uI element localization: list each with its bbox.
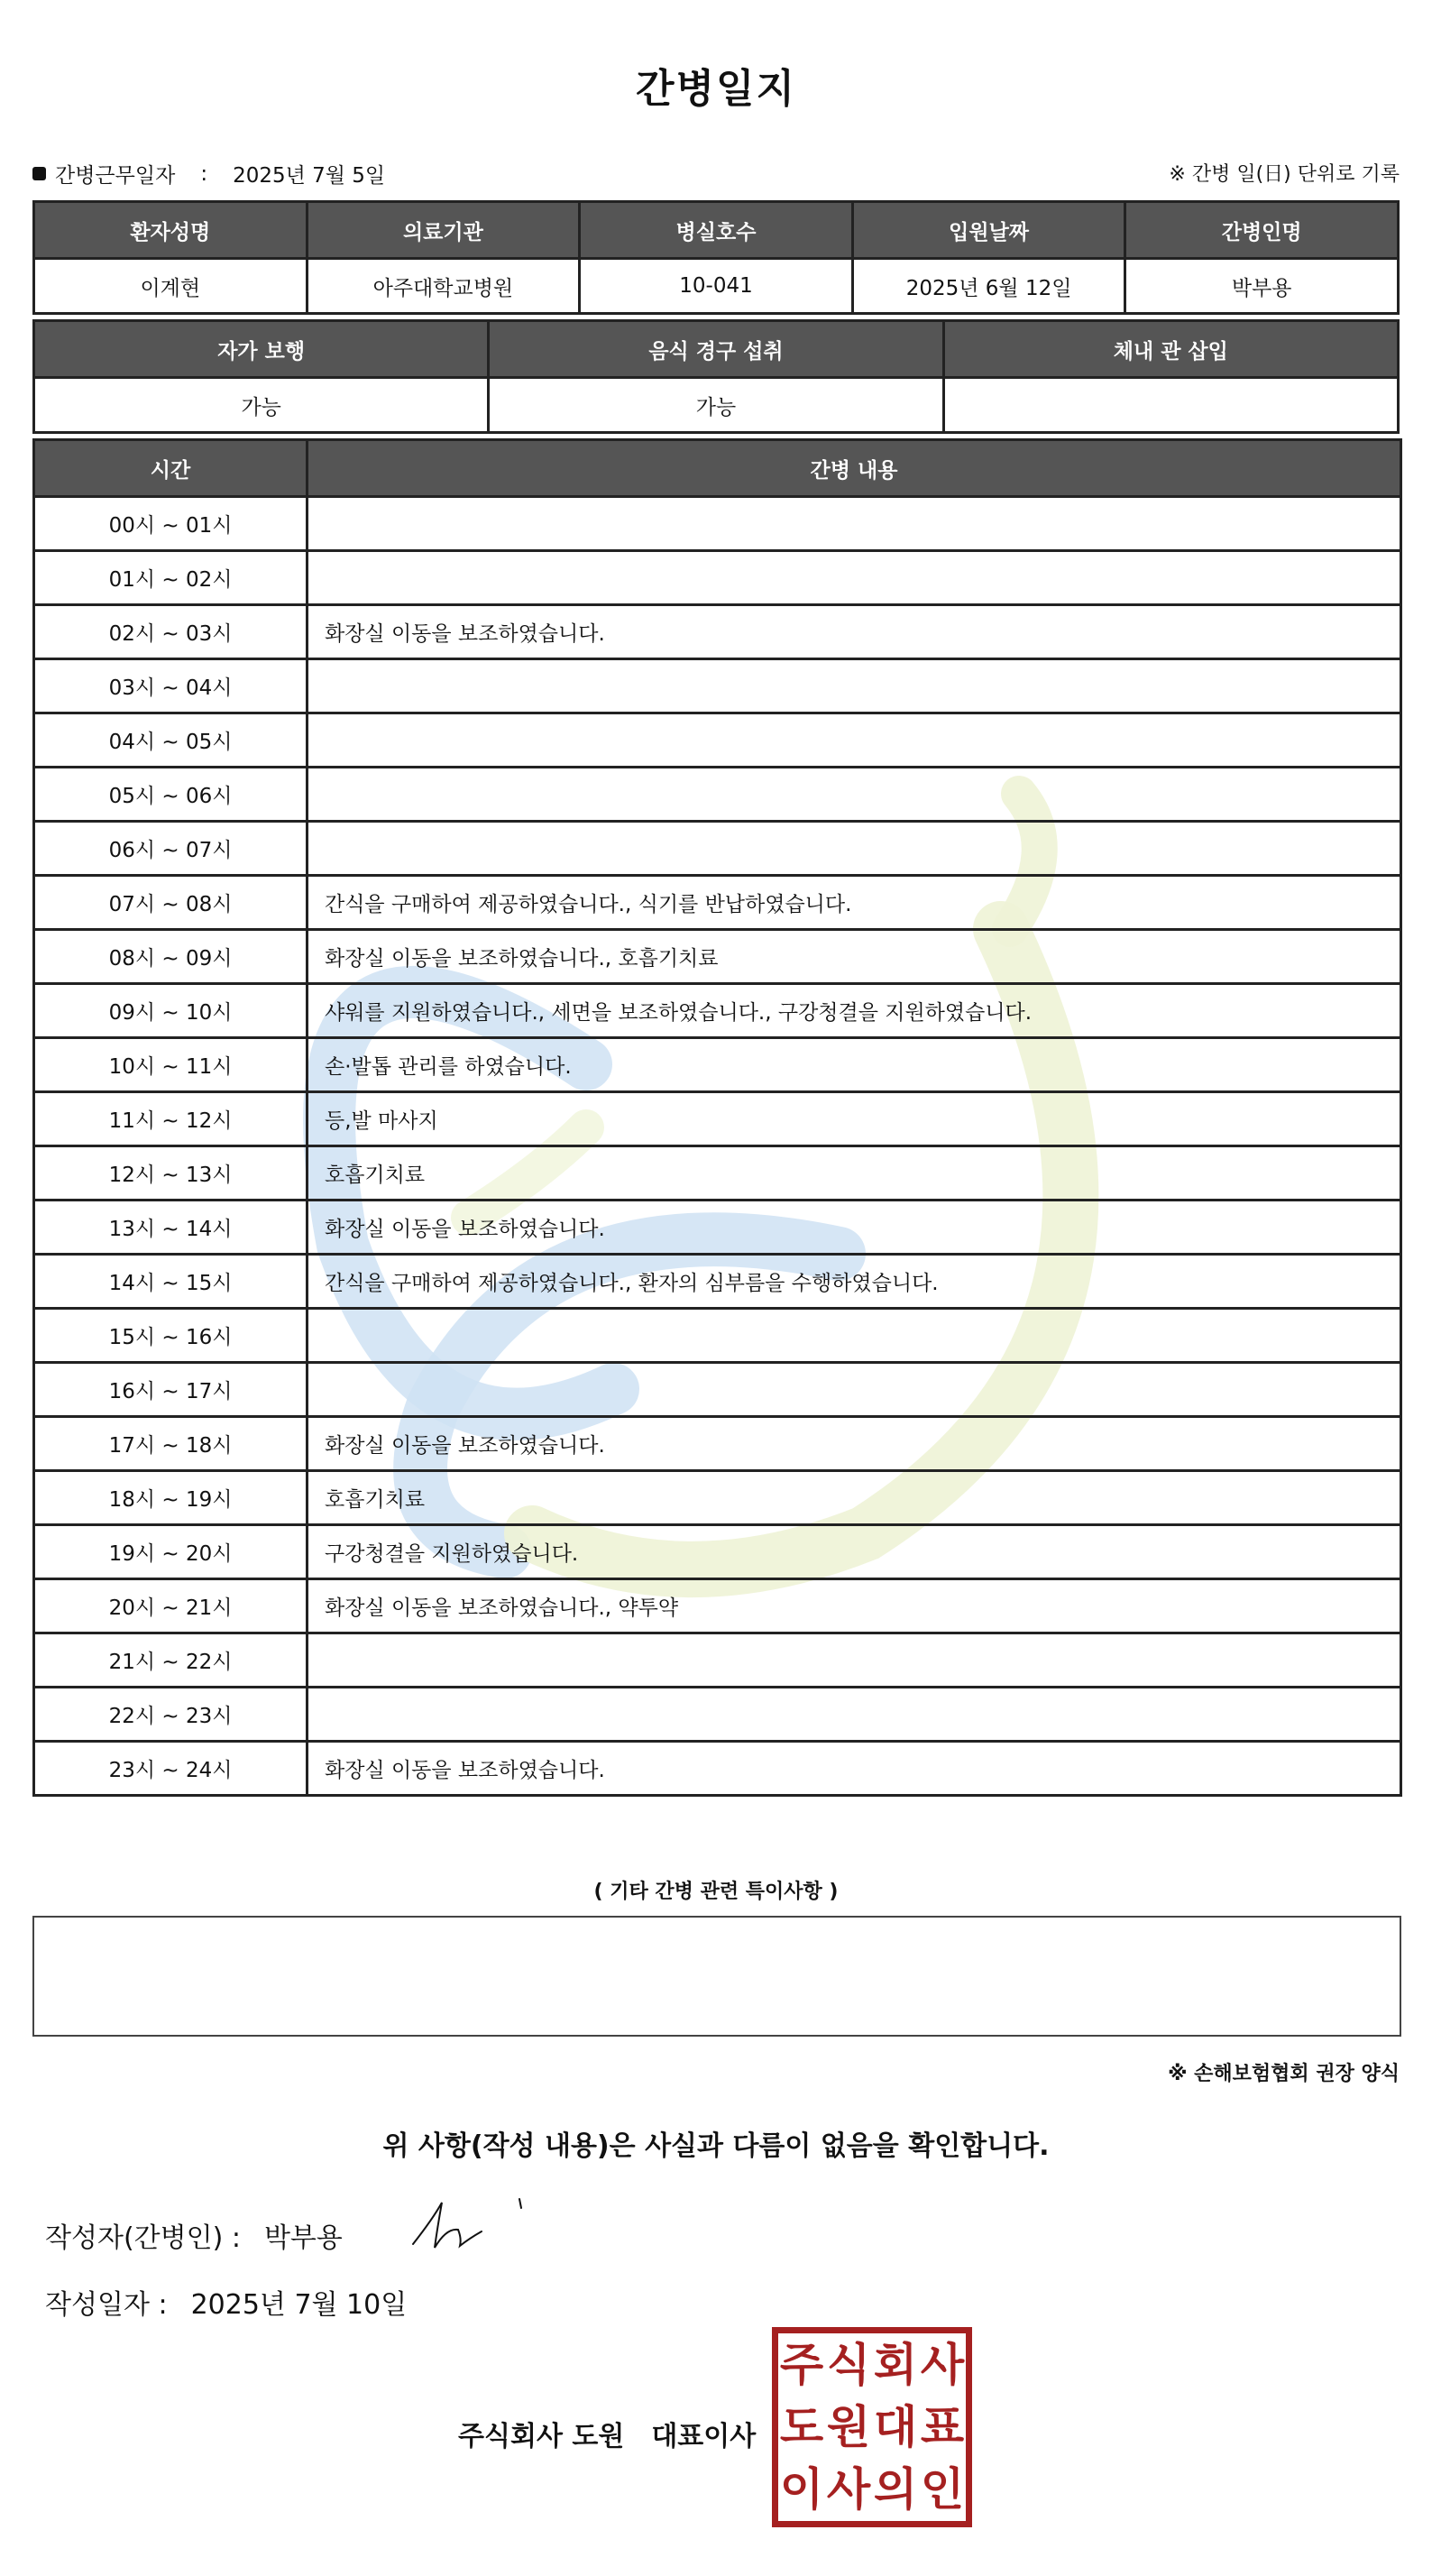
- care-log-content: 구강청결을 지원하였습니다.: [308, 1525, 1401, 1579]
- care-log-time: 16시 ~ 17시: [34, 1363, 308, 1417]
- patient-info-header-row: [34, 202, 1399, 259]
- care-log-time: 14시 ~ 15시: [34, 1255, 308, 1309]
- header-patient-name: 환자성명: [34, 202, 308, 259]
- header-caregiver-name: 간병인명: [1125, 202, 1399, 259]
- care-log-time: 08시 ~ 09시: [34, 930, 308, 984]
- care-log-content: [308, 497, 1401, 551]
- document-title: 간병일지: [635, 66, 796, 112]
- care-log-row: [34, 768, 1401, 822]
- care-log-content: 등,발 마사지: [308, 1092, 1401, 1146]
- care-log-row: [34, 1038, 1401, 1092]
- care-log-row: [34, 713, 1401, 768]
- medical-institution: 아주대학교병원: [307, 259, 580, 314]
- care-log-content: 화장실 이동을 보조하였습니다.: [308, 1201, 1401, 1255]
- writer-label: 작성자(간병인) :: [45, 2222, 241, 2254]
- association-note: ※ 손해보험협회 권장 양식: [1168, 2063, 1400, 2085]
- seal-character: 원: [826, 2400, 871, 2453]
- seal-character: 사: [920, 2338, 965, 2391]
- care-log-table: [32, 438, 1402, 1797]
- company-line: [458, 2414, 756, 2453]
- caregiver-name: 박부용: [1125, 259, 1399, 314]
- care-log-content: 샤워를 지원하였습니다., 세면을 보조하였습니다., 구강청결을 지원하였습니다.: [308, 984, 1401, 1038]
- care-log-time: 06시 ~ 07시: [34, 822, 308, 876]
- oral-intake-value: 가능: [489, 378, 943, 433]
- care-log-time: 10시 ~ 11시: [34, 1038, 308, 1092]
- care-log-time: 15시 ~ 16시: [34, 1309, 308, 1363]
- care-log-row: [34, 1525, 1401, 1579]
- tube-insertion-value: [943, 378, 1398, 433]
- header-medical-institution: 의료기관: [307, 202, 580, 259]
- care-log-row: [34, 1201, 1401, 1255]
- room-number: 10-041: [580, 259, 853, 314]
- header-self-walking: 자가 보행: [34, 321, 489, 378]
- care-log-time: 03시 ~ 04시: [34, 659, 308, 713]
- work-date-label: 간병근무일자: [55, 164, 176, 188]
- care-log-content: 간식을 구매하여 제공하였습니다., 환자의 심부름을 수행하였습니다.: [308, 1255, 1401, 1309]
- care-log-time: 04시 ~ 05시: [34, 713, 308, 768]
- care-log-time: 11시 ~ 12시: [34, 1092, 308, 1146]
- header-time: 시간: [34, 440, 308, 497]
- admission-date: 2025년 6월 12일: [852, 259, 1125, 314]
- care-log-content: [308, 822, 1401, 876]
- care-log-row: [34, 605, 1401, 659]
- care-log-row: [34, 1146, 1401, 1201]
- self-walking-value: 가능: [34, 378, 489, 433]
- care-log-row: [34, 822, 1401, 876]
- care-log-content: [308, 1363, 1401, 1417]
- seal-character: 회: [873, 2338, 918, 2391]
- care-log-content: [308, 713, 1401, 768]
- care-log-time: 02시 ~ 03시: [34, 605, 308, 659]
- seal-character: 표: [920, 2400, 965, 2453]
- confirmation-statement: 위 사항(작성 내용)은 사실과 다름이 없음을 확인합니다.: [382, 2130, 1050, 2162]
- patient-info-value-row: [34, 259, 1399, 314]
- writer-name: 박부용: [263, 2222, 343, 2254]
- care-log-row: [34, 1688, 1401, 1742]
- care-log-content: 화장실 이동을 보조하였습니다.: [308, 1742, 1401, 1796]
- care-log-content: [308, 768, 1401, 822]
- work-date-separator: :: [200, 161, 208, 186]
- company-seal-stamp: [772, 2327, 972, 2527]
- company-representative-title: 대표이사: [651, 2421, 757, 2452]
- care-log-time: 01시 ~ 02시: [34, 551, 308, 605]
- seal-character: 사: [826, 2463, 871, 2516]
- care-log-row: [34, 1363, 1401, 1417]
- work-date-value: 2025년 7월 5일: [233, 164, 386, 188]
- care-log-content: 화장실 이동을 보조하였습니다.: [308, 605, 1401, 659]
- care-log-time: 18시 ~ 19시: [34, 1471, 308, 1525]
- care-log-row: [34, 1092, 1401, 1146]
- handwritten-signature-icon: [406, 2192, 532, 2255]
- care-log-row: [34, 497, 1401, 551]
- care-log-row: [34, 1742, 1401, 1796]
- bullet-square-icon: [32, 167, 46, 180]
- remarks-title: ( 기타 간병 관련 특이사항 ): [593, 1881, 839, 1903]
- header-oral-intake: 음식 경구 섭취: [489, 321, 943, 378]
- care-log-row: [34, 1309, 1401, 1363]
- seal-character: 주: [779, 2338, 824, 2391]
- care-log-row: [34, 1471, 1401, 1525]
- header-care-content: 간병 내용: [308, 440, 1401, 497]
- care-log-time: 23시 ~ 24시: [34, 1742, 308, 1796]
- care-log-time: 21시 ~ 22시: [34, 1633, 308, 1688]
- seal-character: 이: [779, 2463, 824, 2516]
- care-log-content: [308, 659, 1401, 713]
- care-log-content: 손·발톱 관리를 하였습니다.: [308, 1038, 1401, 1092]
- care-log-time: 13시 ~ 14시: [34, 1201, 308, 1255]
- written-date-value: 2025년 7월 10일: [190, 2289, 408, 2321]
- care-log-time: 19시 ~ 20시: [34, 1525, 308, 1579]
- writer-line: [45, 2215, 343, 2255]
- care-log-time: 12시 ~ 13시: [34, 1146, 308, 1201]
- written-date-label: 작성일자 :: [45, 2289, 168, 2321]
- patient-status-header-row: [34, 321, 1399, 378]
- care-log-content: 호흡기치료: [308, 1471, 1401, 1525]
- care-log-header-row: [34, 440, 1401, 497]
- care-log-row: [34, 1417, 1401, 1471]
- care-log-row: [34, 1255, 1401, 1309]
- patient-name: 이계현: [34, 259, 308, 314]
- seal-character: 도: [779, 2400, 824, 2453]
- care-log-content: 화장실 이동을 보조하였습니다., 호흡기치료: [308, 930, 1401, 984]
- care-log-row: [34, 551, 1401, 605]
- care-log-time: 22시 ~ 23시: [34, 1688, 308, 1742]
- seal-character: 대: [873, 2400, 918, 2453]
- patient-info-table: [32, 200, 1400, 315]
- seal-character: 인: [920, 2463, 965, 2516]
- header-room-number: 병실호수: [580, 202, 853, 259]
- care-log-content: [308, 1688, 1401, 1742]
- work-date-line: [32, 159, 385, 189]
- care-log-content: 호흡기치료: [308, 1146, 1401, 1201]
- patient-status-value-row: [34, 378, 1399, 433]
- header-admission-date: 입원날짜: [852, 202, 1125, 259]
- care-log-time: 00시 ~ 01시: [34, 497, 308, 551]
- written-date-line: [45, 2282, 407, 2322]
- daily-record-note: ※ 간병 일(日) 단위로 기록: [1169, 163, 1400, 186]
- care-log-row: [34, 876, 1401, 930]
- care-log-time: 05시 ~ 06시: [34, 768, 308, 822]
- care-log-content: 화장실 이동을 보조하였습니다., 약투약: [308, 1579, 1401, 1633]
- care-log-content: [308, 1633, 1401, 1688]
- care-log-row: [34, 984, 1401, 1038]
- care-log-time: 17시 ~ 18시: [34, 1417, 308, 1471]
- care-log-time: 20시 ~ 21시: [34, 1579, 308, 1633]
- company-name: 주식회사 도원: [458, 2421, 625, 2452]
- care-log-time: 07시 ~ 08시: [34, 876, 308, 930]
- care-log-time: 09시 ~ 10시: [34, 984, 308, 1038]
- remarks-box: [32, 1916, 1401, 2037]
- care-log-row: [34, 659, 1401, 713]
- seal-character: 식: [826, 2338, 871, 2391]
- patient-status-table: [32, 319, 1400, 434]
- care-log-content: [308, 551, 1401, 605]
- care-log-row: [34, 1633, 1401, 1688]
- care-log-row: [34, 1579, 1401, 1633]
- care-log-content: [308, 1309, 1401, 1363]
- care-log-content: 화장실 이동을 보조하였습니다.: [308, 1417, 1401, 1471]
- seal-character: 의: [873, 2463, 918, 2516]
- care-log-row: [34, 930, 1401, 984]
- header-tube-insertion: 체내 관 삽입: [943, 321, 1398, 378]
- care-log-content: 간식을 구매하여 제공하였습니다., 식기를 반납하였습니다.: [308, 876, 1401, 930]
